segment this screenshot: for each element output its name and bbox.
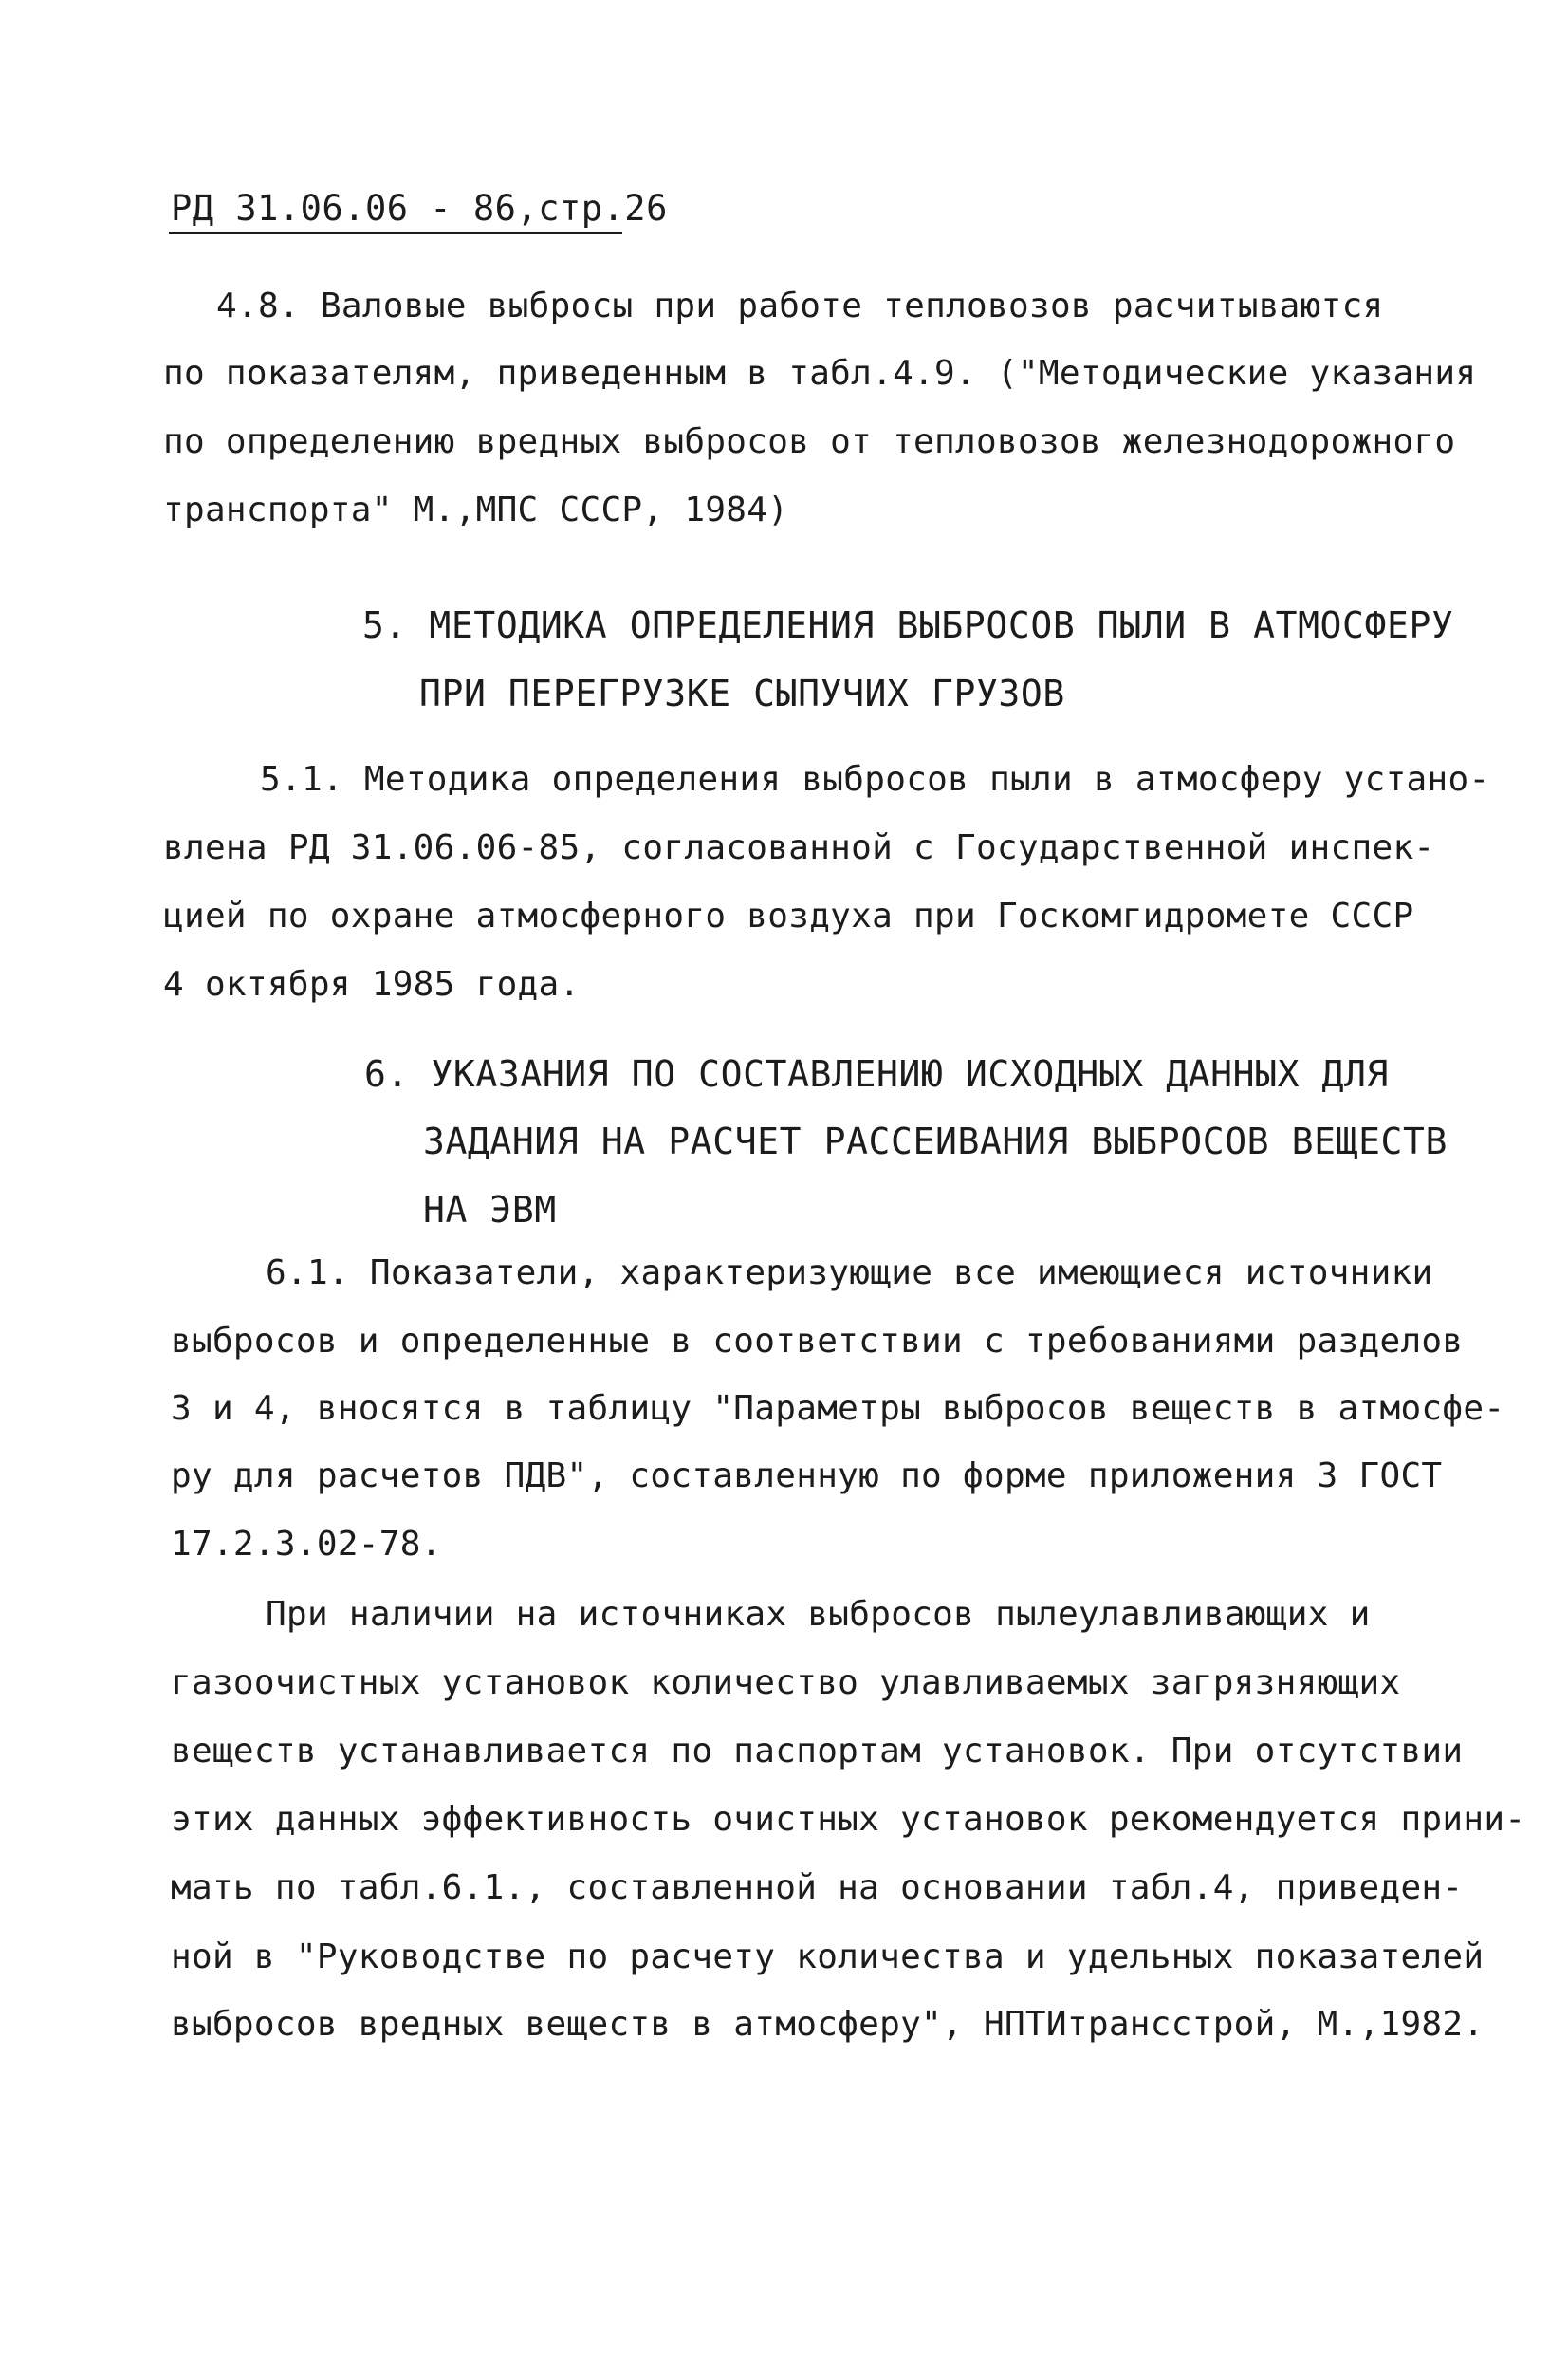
document-code: РД 31.06.06 - 86,стр.26 xyxy=(171,188,668,229)
paragraph-5-1-line-2: влена РД 31.06.06-85, согласованной с Государственной инспек- xyxy=(163,828,1435,867)
section-6-heading-line-1: 6. УКАЗАНИЯ ПО СОСТАВЛЕНИЮ ИСХОДНЫХ ДАННЫХ ДЛЯ xyxy=(364,1053,1389,1095)
paragraph-gas-cleaning-line-7: выбросов вредных веществ в атмосферу", НПТИтрансстрой, М.,1982. xyxy=(171,2005,1485,2044)
paragraph-gas-cleaning-line-6: ной в "Руководстве по расчету количества и удельных показателей xyxy=(171,1937,1485,1976)
paragraph-4-8-line-1: 4.8. Валовые выбросы при работе тепловозов расчитываются xyxy=(216,287,1384,325)
paragraph-gas-cleaning-line-2: газоочистных установок количество улавливаемых загрязняющих xyxy=(171,1663,1401,1702)
paragraph-6-1-line-5: 17.2.3.02-78. xyxy=(171,1525,442,1564)
section-6-heading-line-3: НА ЭВМ xyxy=(423,1189,557,1231)
document-code-underline xyxy=(169,232,622,234)
paragraph-gas-cleaning-line-3: веществ устанавливается по паспортам установок. При отсутствии xyxy=(171,1732,1464,1770)
paragraph-6-1-line-2: выбросов и определенные в соответствии с требованиями разделов xyxy=(171,1322,1464,1361)
paragraph-4-8-line-2: по показателям, приведенным в табл.4.9. ("Методические указания xyxy=(163,354,1477,393)
paragraph-6-1-line-1: 6.1. Показатели, характеризующие все имеющиеся источники xyxy=(266,1253,1433,1292)
paragraph-gas-cleaning-line-5: мать по табл.6.1., составленной на основании табл.4, приведен- xyxy=(171,1868,1464,1907)
section-6-heading-line-2: ЗАДАНИЯ НА РАСЧЕТ РАССЕИВАНИЯ ВЫБРОСОВ ВЕЩЕСТВ xyxy=(423,1121,1448,1162)
section-5-heading-line-2: ПРИ ПЕРЕГРУЗКЕ СЫПУЧИХ ГРУЗОВ xyxy=(419,673,1065,714)
paragraph-gas-cleaning-line-4: этих данных эффективность очистных установок рекомендуется прини- xyxy=(171,1800,1526,1839)
paragraph-6-1-line-4: ру для расчетов ПДВ", составленную по форме приложения 3 ГОСТ xyxy=(171,1456,1443,1495)
paragraph-4-8-line-3: по определению вредных выбросов от тепловозов железнодорожного xyxy=(163,422,1456,461)
paragraph-gas-cleaning-line-1: При наличии на источниках выбросов пылеулавливающих и xyxy=(266,1595,1371,1634)
paragraph-5-1-line-3: цией по охране атмосферного воздуха при Госкомгидромете СССР xyxy=(163,897,1414,936)
paragraph-5-1-line-4: 4 октября 1985 года. xyxy=(163,965,581,1004)
paragraph-6-1-line-3: 3 и 4, вносятся в таблицу "Параметры выбросов веществ в атмосфе- xyxy=(171,1389,1505,1428)
paragraph-5-1-line-1: 5.1. Методика определения выбросов пыли в атмосферу устано- xyxy=(260,760,1490,799)
paragraph-4-8-line-4: транспорта" М.,МПС СССР, 1984) xyxy=(163,491,789,529)
section-5-heading-line-1: 5. МЕТОДИКА ОПРЕДЕЛЕНИЯ ВЫБРОСОВ ПЫЛИ В АТМОСФЕРУ xyxy=(362,604,1454,646)
